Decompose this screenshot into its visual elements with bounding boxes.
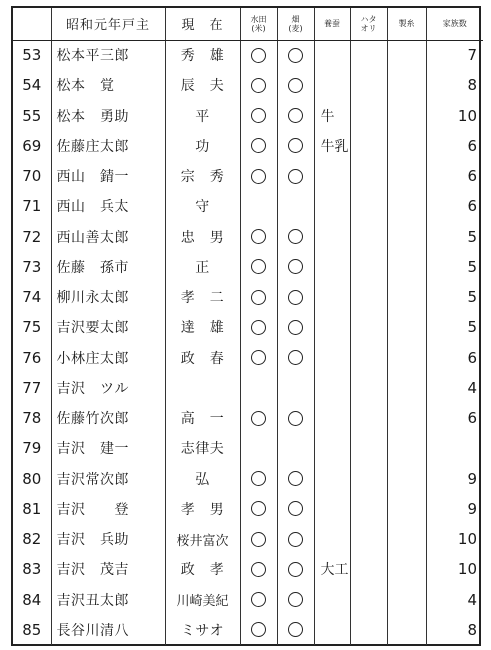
table-row (13, 131, 483, 161)
row-field (277, 524, 314, 554)
row-current: 孝 二 (165, 282, 240, 312)
header-row (13, 8, 483, 40)
row-field (277, 433, 314, 463)
table-row (13, 252, 483, 282)
row-field (277, 403, 314, 433)
table-row (13, 433, 483, 463)
row-silk (387, 40, 426, 70)
header-field (277, 8, 314, 40)
row-current: 秀 雄 (165, 40, 240, 70)
row-silk (387, 615, 426, 645)
row-family: 6 (426, 191, 483, 221)
row-field (277, 373, 314, 403)
row-owner: 吉沢 登 (51, 494, 165, 524)
row-silk (387, 312, 426, 342)
row-silkworm: 牛 (314, 101, 350, 131)
rice-mark-icon (251, 169, 266, 184)
row-silkworm (314, 615, 350, 645)
row-family: 8 (426, 70, 483, 100)
row-field (277, 585, 314, 615)
row-silk (387, 464, 426, 494)
row-current (165, 373, 240, 403)
table-row (13, 524, 483, 554)
row-family: 6 (426, 161, 483, 191)
row-rice (240, 343, 277, 373)
row-silk (387, 161, 426, 191)
field-mark-icon (288, 562, 303, 577)
header-weaving (350, 8, 387, 40)
row-field (277, 494, 314, 524)
row-current: 宗 秀 (165, 161, 240, 191)
row-field (277, 282, 314, 312)
rice-mark-icon (251, 259, 266, 274)
row-silk (387, 222, 426, 252)
register-grid (13, 8, 483, 645)
row-number: 84 (22, 590, 42, 609)
table-row (13, 343, 483, 373)
row-rice (240, 70, 277, 100)
rice-mark-icon (251, 290, 266, 305)
header-weaving-line2: オリ (360, 23, 377, 33)
rice-mark-icon (251, 562, 266, 577)
row-field (277, 191, 314, 221)
header-no (13, 8, 51, 40)
row-silk (387, 70, 426, 100)
rice-mark-icon (251, 622, 266, 637)
rice-mark-icon (251, 532, 266, 547)
row-silkworm (314, 222, 350, 252)
row-number: 78 (22, 409, 42, 428)
row-family: 9 (426, 494, 483, 524)
row-silkworm (314, 403, 350, 433)
header-silkworm: 養蚕 (314, 8, 350, 40)
row-rice (240, 131, 277, 161)
row-rice (240, 615, 277, 645)
row-family: 10 (426, 524, 483, 554)
row-family: 6 (426, 403, 483, 433)
row-owner: 吉沢常次郎 (51, 464, 165, 494)
row-number: 70 (22, 167, 42, 186)
field-mark-icon (288, 320, 303, 335)
header-rice-line1: 水田 (250, 14, 267, 24)
row-rice (240, 252, 277, 282)
row-current: 川崎美紀 (165, 585, 240, 615)
row-weaving (350, 282, 387, 312)
row-owner: 佐藤 孫市 (51, 252, 165, 282)
row-number: 83 (22, 560, 42, 579)
row-number: 75 (22, 318, 42, 337)
row-weaving (350, 464, 387, 494)
table-row (13, 40, 483, 70)
row-silk (387, 252, 426, 282)
row-silkworm (314, 524, 350, 554)
table-row (13, 403, 483, 433)
row-silkworm: 牛乳 (314, 131, 350, 161)
row-silkworm (314, 161, 350, 191)
row-weaving (350, 343, 387, 373)
row-owner: 柳川永太郎 (51, 282, 165, 312)
row-weaving (350, 615, 387, 645)
row-weaving (350, 191, 387, 221)
field-mark-icon (288, 259, 303, 274)
row-owner: 松本平三郎 (51, 40, 165, 70)
row-field (277, 101, 314, 131)
row-silk (387, 433, 426, 463)
field-mark-icon (288, 622, 303, 637)
row-number: 55 (22, 106, 42, 125)
row-weaving (350, 554, 387, 584)
row-number: 77 (22, 378, 42, 397)
row-weaving (350, 494, 387, 524)
row-family: 9 (426, 464, 483, 494)
rice-mark-icon (251, 350, 266, 365)
row-silkworm (314, 282, 350, 312)
field-mark-icon (288, 411, 303, 426)
field-mark-icon (288, 138, 303, 153)
field-mark-icon (288, 290, 303, 305)
row-number: 73 (22, 257, 42, 276)
rice-mark-icon (251, 108, 266, 123)
row-field (277, 312, 314, 342)
row-number: 74 (22, 288, 42, 307)
row-silk (387, 343, 426, 373)
row-weaving (350, 252, 387, 282)
row-silkworm (314, 464, 350, 494)
row-number: 54 (22, 76, 42, 95)
row-number: 71 (22, 197, 42, 216)
row-silkworm (314, 433, 350, 463)
table-row (13, 222, 483, 252)
row-weaving (350, 433, 387, 463)
row-owner: 佐藤庄太郎 (51, 131, 165, 161)
field-mark-icon (288, 78, 303, 93)
row-weaving (350, 161, 387, 191)
register-rows (13, 40, 483, 645)
header-field-line2: (麦) (288, 23, 303, 33)
row-silkworm (314, 70, 350, 100)
row-silk (387, 494, 426, 524)
row-number: 82 (22, 530, 42, 549)
header-owner: 昭和元年戸主 (51, 8, 165, 40)
rice-mark-icon (251, 592, 266, 607)
header-current: 現 在 (165, 8, 240, 40)
table-row (13, 191, 483, 221)
row-current: 忠 男 (165, 222, 240, 252)
row-weaving (350, 524, 387, 554)
row-silkworm (314, 373, 350, 403)
row-silkworm (314, 252, 350, 282)
row-number: 80 (22, 469, 42, 488)
row-silk (387, 585, 426, 615)
field-mark-icon (288, 229, 303, 244)
row-weaving (350, 585, 387, 615)
row-family: 10 (426, 554, 483, 584)
row-rice (240, 161, 277, 191)
row-silk (387, 554, 426, 584)
row-field (277, 615, 314, 645)
rice-mark-icon (251, 471, 266, 486)
table-row (13, 494, 483, 524)
row-current: ミサオ (165, 615, 240, 645)
row-current: 桜井富次 (165, 524, 240, 554)
row-silkworm (314, 312, 350, 342)
table-row (13, 282, 483, 312)
row-field (277, 343, 314, 373)
row-weaving (350, 131, 387, 161)
field-mark-icon (288, 350, 303, 365)
field-mark-icon (288, 532, 303, 547)
row-weaving (350, 403, 387, 433)
row-current: 守 (165, 191, 240, 221)
table-row (13, 554, 483, 584)
row-rice (240, 554, 277, 584)
row-field (277, 222, 314, 252)
field-mark-icon (288, 48, 303, 63)
field-mark-icon (288, 501, 303, 516)
row-weaving (350, 312, 387, 342)
row-field (277, 252, 314, 282)
row-family: 5 (426, 312, 483, 342)
table-row (13, 373, 483, 403)
field-mark-icon (288, 108, 303, 123)
row-current: 政 孝 (165, 554, 240, 584)
row-current: 政 春 (165, 343, 240, 373)
row-rice (240, 524, 277, 554)
row-silk (387, 191, 426, 221)
field-mark-icon (288, 169, 303, 184)
rice-mark-icon (251, 48, 266, 63)
rice-mark-icon (251, 229, 266, 244)
household-register-table (11, 6, 481, 646)
field-mark-icon (288, 471, 303, 486)
row-rice (240, 403, 277, 433)
row-current: 孝 男 (165, 494, 240, 524)
row-rice (240, 494, 277, 524)
row-rice (240, 433, 277, 463)
header-field-line1: 畑 (291, 14, 300, 24)
row-family: 6 (426, 131, 483, 161)
row-current: 志律夫 (165, 433, 240, 463)
table-row (13, 615, 483, 645)
row-owner: 吉沢丑太郎 (51, 585, 165, 615)
table-row (13, 161, 483, 191)
row-weaving (350, 222, 387, 252)
row-field (277, 161, 314, 191)
row-family: 4 (426, 585, 483, 615)
row-owner: 松本 覚 (51, 70, 165, 100)
row-owner: 吉沢 茂吉 (51, 554, 165, 584)
row-silk (387, 403, 426, 433)
table-row (13, 464, 483, 494)
row-family: 4 (426, 373, 483, 403)
row-field (277, 40, 314, 70)
row-weaving (350, 101, 387, 131)
row-current: 達 雄 (165, 312, 240, 342)
row-silkworm (314, 191, 350, 221)
row-owner: 吉沢 兵助 (51, 524, 165, 554)
row-rice (240, 222, 277, 252)
row-number: 69 (22, 136, 42, 155)
row-current: 平 (165, 101, 240, 131)
row-number: 85 (22, 620, 42, 639)
row-rice (240, 191, 277, 221)
row-rice (240, 373, 277, 403)
row-family: 8 (426, 615, 483, 645)
row-number: 81 (22, 499, 42, 518)
row-family: 7 (426, 40, 483, 70)
rice-mark-icon (251, 320, 266, 335)
row-family: 6 (426, 343, 483, 373)
table-row (13, 312, 483, 342)
row-field (277, 131, 314, 161)
row-number: 76 (22, 348, 42, 367)
row-family: 5 (426, 252, 483, 282)
row-rice (240, 312, 277, 342)
row-owner: 西山 錆一 (51, 161, 165, 191)
rice-mark-icon (251, 78, 266, 93)
row-silkworm (314, 343, 350, 373)
row-silkworm (314, 585, 350, 615)
row-weaving (350, 40, 387, 70)
header-rice-line2: (米) (251, 23, 266, 33)
row-number: 53 (22, 46, 42, 65)
row-owner: 吉沢 ツル (51, 373, 165, 403)
header-silk: 製糸 (387, 8, 426, 40)
table-row (13, 101, 483, 131)
header-family: 家族数 (426, 8, 483, 40)
row-silkworm (314, 494, 350, 524)
row-rice (240, 40, 277, 70)
row-silkworm (314, 40, 350, 70)
row-silk (387, 282, 426, 312)
row-silk (387, 131, 426, 161)
rice-mark-icon (251, 501, 266, 516)
row-silk (387, 373, 426, 403)
row-weaving (350, 70, 387, 100)
header-rice (240, 8, 277, 40)
row-owner: 松本 勇助 (51, 101, 165, 131)
row-rice (240, 585, 277, 615)
row-current: 高 一 (165, 403, 240, 433)
row-family: 5 (426, 282, 483, 312)
row-family (426, 433, 483, 463)
row-rice (240, 101, 277, 131)
row-current: 弘 (165, 464, 240, 494)
row-family: 10 (426, 101, 483, 131)
row-current: 辰 夫 (165, 70, 240, 100)
header-weaving-line1: ハタ (360, 14, 377, 24)
row-owner: 佐藤竹次郎 (51, 403, 165, 433)
row-silk (387, 524, 426, 554)
row-owner: 吉沢 建一 (51, 433, 165, 463)
row-current: 正 (165, 252, 240, 282)
row-field (277, 554, 314, 584)
row-number: 72 (22, 227, 42, 246)
row-owner: 長谷川清八 (51, 615, 165, 645)
field-mark-icon (288, 592, 303, 607)
rice-mark-icon (251, 411, 266, 426)
row-rice (240, 282, 277, 312)
row-weaving (350, 373, 387, 403)
row-owner: 西山善太郎 (51, 222, 165, 252)
row-field (277, 70, 314, 100)
row-silkworm: 大工 (314, 554, 350, 584)
table-row (13, 70, 483, 100)
row-owner: 小林庄太郎 (51, 343, 165, 373)
row-owner: 吉沢要太郎 (51, 312, 165, 342)
row-silk (387, 101, 426, 131)
row-number: 79 (22, 439, 42, 458)
row-current: 功 (165, 131, 240, 161)
row-field (277, 464, 314, 494)
row-rice (240, 464, 277, 494)
row-owner: 西山 兵太 (51, 191, 165, 221)
rice-mark-icon (251, 138, 266, 153)
table-row (13, 585, 483, 615)
row-family: 5 (426, 222, 483, 252)
